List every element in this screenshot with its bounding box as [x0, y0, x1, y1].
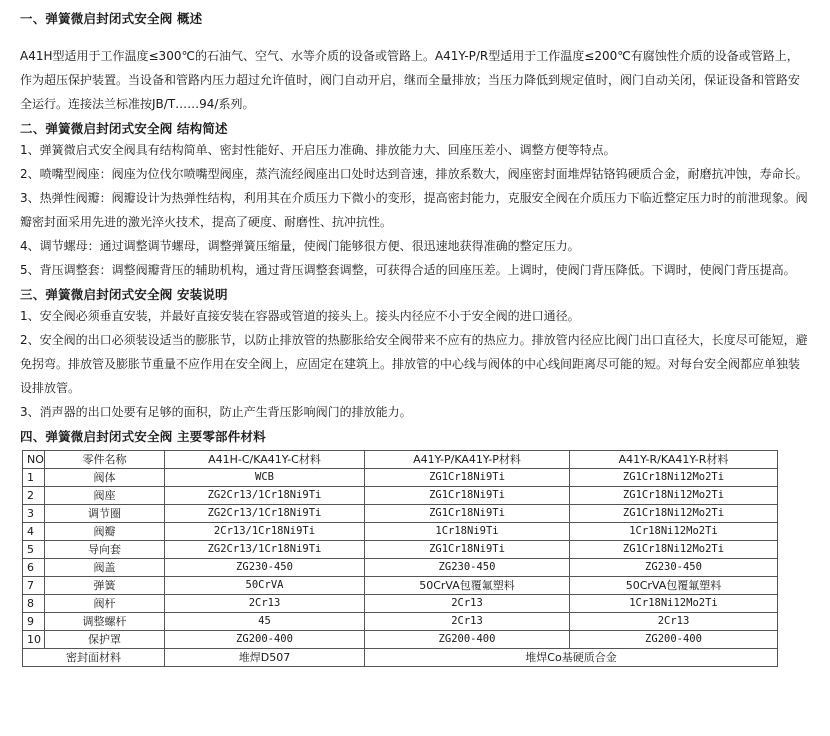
header-c-material: A41H-C/KA41Y-C材料: [165, 451, 365, 469]
cell-p: ZG230-450: [365, 559, 570, 577]
section-1-paragraph-1: A41H型适用于工作温度≤300℃的石油气、空气、水等介质的设备或管路上。A41Y-P/R型适用于工作温度≤200℃有腐蚀性介质的设备或管路上，作为超压保护装置。当设备和管路内压力超过允许值时，阀门自动开启，继而全量排放；当压力降低到规定值时，阀门自动关闭，保证设备和管路安全运行。连接法兰标准按JB/T……94/系列。: [20, 49, 801, 111]
table-row: [23, 469, 778, 487]
cell-c: ZG2Cr13/1Cr18Ni9Ti: [165, 487, 365, 505]
cell-no: 5: [23, 541, 45, 559]
table-row: [23, 505, 778, 523]
cell-p: ZG1Cr18Ni9Ti: [365, 541, 570, 559]
table-row: [23, 613, 778, 631]
cell-part: 阀座: [45, 487, 165, 505]
section-3-paragraph-3: 3、消声器的出口处要有足够的面积，防止产生背压影响阀门的排放能力。: [20, 405, 412, 419]
cell-no: 3: [23, 505, 45, 523]
section-2-paragraph-3: 3、热弹性阀瓣：阀瓣设计为热弹性结构，利用其在介质压力下微小的变形，提高密封能力，克服安全阀在介质压力下临近整定压力时的前泄现象。阀瓣密封面采用先进的激光淬火技术，提高了硬度、耐磨性、抗冲抗性。: [20, 191, 808, 229]
footer-label: 密封面材料: [23, 649, 165, 667]
table-row: [23, 631, 778, 649]
section-2-paragraph-2: 2、喷嘴型阀座：阀座为位伐尔喷嘴型阀座，蒸汽流经阀座出口处时达到音速，排放系数大，阀座密封面堆焊钴铬钨硬质合金，耐磨抗冲蚀，寿命长。: [20, 167, 808, 181]
cell-part: 阀瓣: [45, 523, 165, 541]
cell-r: ZG230-450: [570, 559, 778, 577]
cell-c: ZG2Cr13/1Cr18Ni9Ti: [165, 541, 365, 559]
cell-p: ZG1Cr18Ni9Ti: [365, 487, 570, 505]
cell-part: 保护罩: [45, 631, 165, 649]
section-4-title: 四、弹簧微启封闭式安全阀 主要零部件材料: [20, 429, 266, 444]
table-row: [23, 559, 778, 577]
cell-part: 阀盖: [45, 559, 165, 577]
table-row: [23, 595, 778, 613]
cell-p: 1Cr18Ni9Ti: [365, 523, 570, 541]
section-2-paragraph-1: 1、弹簧微启式安全阀具有结构简单、密封性能好、开启压力准确、排放能力大、回座压差小、调整方便等特点。: [20, 143, 616, 157]
cell-no: 2: [23, 487, 45, 505]
cell-part: 调整螺杆: [45, 613, 165, 631]
table-header-row: [23, 451, 778, 469]
cell-r: ZG1Cr18Ni12Mo2Ti: [570, 541, 778, 559]
cell-no: 10: [23, 631, 45, 649]
table-row: [23, 487, 778, 505]
cell-part: 导向套: [45, 541, 165, 559]
cell-part: 调节圈: [45, 505, 165, 523]
cell-p: ZG200-400: [365, 631, 570, 649]
table-row: [23, 523, 778, 541]
table-footer-row: [23, 649, 778, 667]
cell-no: 1: [23, 469, 45, 487]
table-row: [23, 577, 778, 595]
cell-no: 8: [23, 595, 45, 613]
cell-c: 45: [165, 613, 365, 631]
section-1-title: 一、弹簧微启封闭式安全阀 概述: [20, 11, 203, 26]
cell-c: 2Cr13: [165, 595, 365, 613]
header-no: NO: [23, 451, 45, 469]
section-2-paragraph-4: 4、调节螺母：通过调整调节螺母，调整弹簧压缩量，使阀门能够很方便、很迅速地获得准确的整定压力。: [20, 239, 580, 253]
header-p-material: A41Y-P/KA41Y-P材料: [365, 451, 570, 469]
cell-r: ZG1Cr18Ni12Mo2Ti: [570, 487, 778, 505]
cell-p: 2Cr13: [365, 613, 570, 631]
cell-c: 2Cr13/1Cr18Ni9Ti: [165, 523, 365, 541]
cell-p: 2Cr13: [365, 595, 570, 613]
header-r-material: A41Y-R/KA41Y-R材料: [570, 451, 778, 469]
table-row: [23, 541, 778, 559]
cell-c: ZG230-450: [165, 559, 365, 577]
section-2-paragraph-5: 5、背压调整套：调整阀瓣背压的辅助机构，通过背压调整套调整，可获得合适的回座压差。上调时，使阀门背压降低。下调时，使阀门背压提高。: [20, 263, 796, 277]
header-part-name: 零件名称: [45, 451, 165, 469]
cell-no: 4: [23, 523, 45, 541]
footer-pr-material: 堆焊Co基硬质合金: [365, 649, 778, 667]
section-3-title: 三、弹簧微启封闭式安全阀 安装说明: [20, 287, 228, 302]
cell-c: 50CrVA: [165, 577, 365, 595]
cell-part: 弹簧: [45, 577, 165, 595]
cell-p: ZG1Cr18Ni9Ti: [365, 505, 570, 523]
cell-r: 2Cr13: [570, 613, 778, 631]
section-3-paragraph-1: 1、安全阀必须垂直安装，并最好直接安装在容器或管道的接头上。接头内径应不小于安全阀的进口通径。: [20, 309, 580, 323]
section-2-title: 二、弹簧微启封闭式安全阀 结构简述: [20, 121, 228, 136]
cell-no: 9: [23, 613, 45, 631]
cell-p: ZG1Cr18Ni9Ti: [365, 469, 570, 487]
materials-table: [22, 450, 778, 667]
cell-part: 阀体: [45, 469, 165, 487]
footer-c-material: 堆焊D507: [165, 649, 365, 667]
cell-c: ZG200-400: [165, 631, 365, 649]
cell-p: 50CrVA包覆氟塑料: [365, 577, 570, 595]
cell-c: WCB: [165, 469, 365, 487]
cell-part: 阀杆: [45, 595, 165, 613]
section-3-paragraph-2: 2、安全阀的出口必须装设适当的膨胀节，以防止排放管的热膨胀给安全阀带来不应有的热应力。排放管内径应比阀门出口直径大，长度尽可能短，避免拐弯。排放管及膨胀节重量不应作用在安全阀上，应固定在建筑上。排放管的中心线与阀体的中心线间距离尽可能的短。对每台安全阀都应单独装设排放管。: [20, 333, 808, 395]
cell-c: ZG2Cr13/1Cr18Ni9Ti: [165, 505, 365, 523]
cell-r: ZG200-400: [570, 631, 778, 649]
cell-r: 1Cr18Ni12Mo2Ti: [570, 595, 778, 613]
cell-r: 50CrVA包覆氟塑料: [570, 577, 778, 595]
cell-no: 7: [23, 577, 45, 595]
cell-r: ZG1Cr18Ni12Mo2Ti: [570, 505, 778, 523]
cell-no: 6: [23, 559, 45, 577]
cell-r: 1Cr18Ni12Mo2Ti: [570, 523, 778, 541]
cell-r: ZG1Cr18Ni12Mo2Ti: [570, 469, 778, 487]
